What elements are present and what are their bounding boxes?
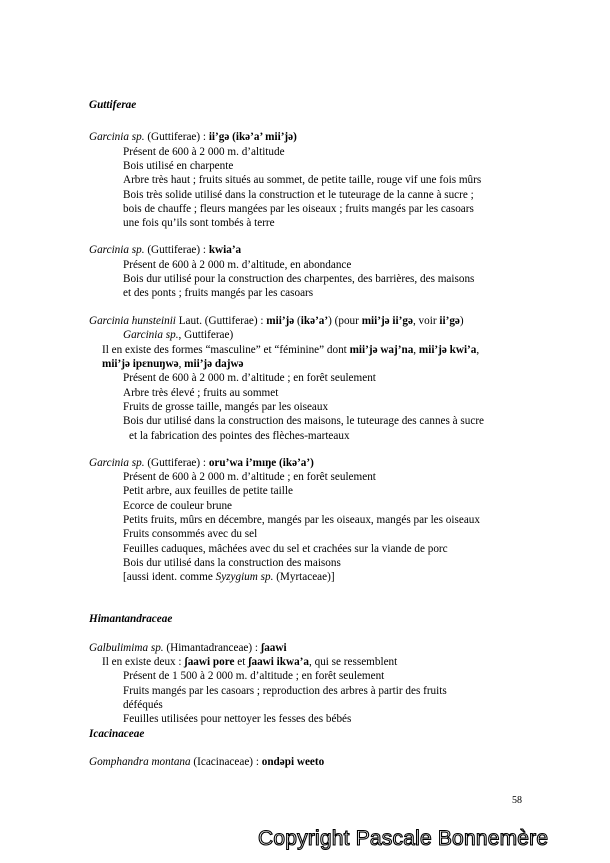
vernacular-term: ii’gə (ikə’a’ mii’jə) — [208, 131, 297, 143]
family-label: (Guttiferae) : — [144, 131, 209, 143]
entry-forms-line: mii’jə ipɛnuŋwə, mii’jə dajwə — [102, 358, 244, 370]
entry-line: Feuilles caduques, mâchées avec du sel et crachées sur la viande de porc — [123, 543, 448, 555]
entry-line: Garcinia sp., Guttiferae) — [123, 329, 234, 341]
vernacular-term: mii’jə — [266, 315, 295, 327]
vernacular-term: kwia’a — [208, 244, 242, 256]
entry-line: déféqués — [123, 699, 163, 711]
entry-forms-line: Il en existe des formes “masculine” et “féminine” dont mii’jə waj’na, mii’jə kwi’a, — [102, 344, 480, 356]
page-number: 58 — [512, 795, 522, 806]
entry-line: Présent de 600 à 2 000 m. d’altitude, en abondance — [123, 259, 352, 271]
entry-line: Bois dur utilisé dans la construction des maisons — [123, 557, 341, 569]
entry-line: Petits fruits, mûrs en décembre, mangés par les oiseaux, mangés par les oiseaux — [123, 514, 480, 526]
entry-line: Arbre très haut ; fruits situés au sommet, de petite taille, rouge vif une fois mûrs — [123, 174, 482, 186]
entry-header — [89, 755, 324, 769]
entry-line: Bois utilisé en charpente — [123, 160, 234, 172]
entry-header: Garcinia hunsteinii Laut. (Guttiferae) : mii’jə (ikə’a’) (pour mii’jə ii’gə, voir ii’gə) — [89, 315, 464, 327]
taxon-name: Syzygium sp. — [215, 571, 274, 583]
family-label: (Guttiferae) : — [144, 244, 209, 256]
entry-line: et la fabrication des pointes des flèches-marteaux — [129, 430, 350, 442]
entry-line: Fruits consommés avec du sel — [123, 528, 258, 540]
entry-header — [89, 130, 297, 144]
entry-line: Fruits de grosse taille, mangés par les oiseaux — [123, 401, 329, 413]
taxon-name: Garcinia hunsteinii — [89, 315, 176, 327]
entry-line: une fois qu’ils sont tombés à terre — [123, 217, 275, 229]
taxon-name: Garcinia sp. — [89, 244, 145, 256]
entry-line: [aussi ident. comme Syzygium sp. (Myrtaceae)] — [123, 571, 335, 583]
entry-line: Présent de 600 à 2 000 m. d’altitude ; en forêt seulement — [123, 372, 376, 384]
entry-forms-line: Il en existe deux : ʃaawi pore et ʃaawi ikwa’a, qui se ressemblent — [102, 656, 398, 668]
vernacular-term: oru’wa i’mıŋe (ikə’a’) — [208, 457, 314, 469]
entry-line: Petit arbre, aux feuilles de petite taille — [123, 485, 293, 497]
taxon-name: Gomphandra montana — [89, 756, 191, 768]
entry-line: Feuilles utilisées pour nettoyer les fesses des bébés — [123, 713, 352, 725]
entry-line: Présent de 1 500 à 2 000 m. d’altitude ; en forêt seulement — [123, 670, 385, 682]
section-heading-icacinaceae: Icacinaceae — [89, 728, 145, 740]
taxon-name: Galbulimima sp. — [89, 642, 164, 654]
section-heading-himantandraceae: Himantandraceae — [89, 613, 173, 625]
family-label: (Himantadranceae) : — [163, 642, 261, 654]
taxon-name: Garcinia sp. — [123, 329, 179, 341]
entry-line: Présent de 600 à 2 000 m. d’altitude — [123, 146, 285, 158]
entry-header — [89, 456, 314, 470]
family-label: (Guttiferae) : — [144, 457, 209, 469]
taxon-name: Garcinia sp. — [89, 457, 145, 469]
entry-line: et des ponts ; fruits mangés par les casoars — [123, 287, 314, 299]
family-label: Laut. (Guttiferae) : — [175, 315, 267, 327]
entry-line: Bois dur utilisé pour la construction des charpentes, des barrières, des maisons — [123, 273, 475, 285]
entry-line: Fruits mangés par les casoars ; reproduction des arbres à partir des fruits — [123, 685, 447, 697]
vernacular-term: ondəpi weeto — [261, 756, 325, 768]
entry-line: Ecorce de couleur brune — [123, 500, 233, 512]
entry-header — [89, 243, 241, 257]
taxon-name: Garcinia sp. — [89, 131, 145, 143]
vernacular-term: ʃaawi — [260, 642, 287, 654]
entry-header — [89, 641, 287, 655]
copyright-watermark: Copyright Pascale Bonnemère — [258, 827, 549, 850]
section-heading-guttiferae: Guttiferae — [89, 99, 137, 111]
family-label: (Icacinaceae) : — [190, 756, 262, 768]
entry-line: Bois dur utilisé dans la construction des maisons, le tuteurage des cannes à sucre — [123, 415, 485, 427]
entry-line: Présent de 600 à 2 000 m. d’altitude ; en forêt seulement — [123, 471, 376, 483]
entry-line: bois de chauffe ; fleurs mangées par les oiseaux ; fruits mangés par les casoars — [123, 203, 474, 215]
entry-line: Arbre très élevé ; fruits au sommet — [123, 387, 279, 399]
entry-line: Bois très solide utilisé dans la construction et le tuteurage de la canne à sucre ; — [123, 189, 474, 201]
